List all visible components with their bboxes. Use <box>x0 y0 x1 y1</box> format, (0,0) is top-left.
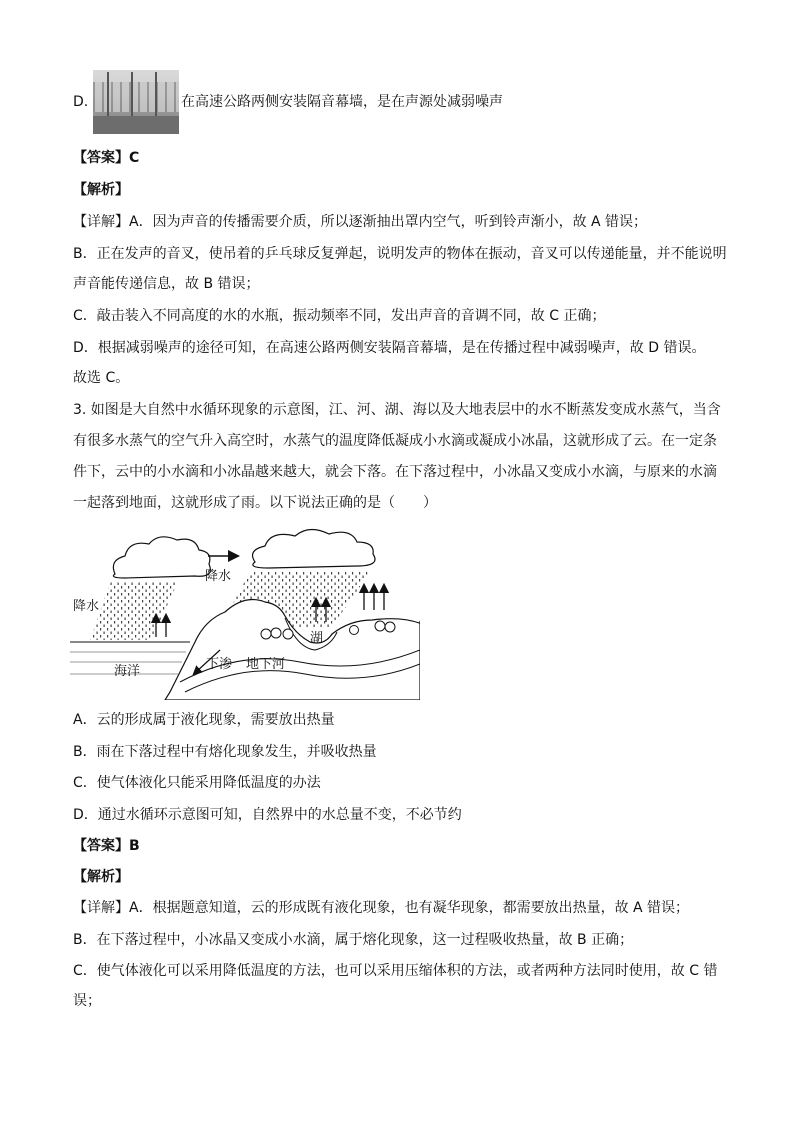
q2-conclusion: 故选 C。 <box>73 370 130 386</box>
q3-option-b: B．雨在下落过程中有熔化现象发生，并吸收热量 <box>73 744 377 760</box>
q3-option-d: D．通过水循环示意图可知，自然界中的水总量不变，不必节约 <box>73 807 462 823</box>
q2-detail-d: D．根据减弱噪声的途径可知，在高速公路两侧安装隔音幕墙，是在传播过程中减弱噪声，故 D 错误。 <box>73 340 706 356</box>
q3-stem-4: 一起落到地面，这就形成了雨。以下说法正确的是（ ） <box>73 495 437 511</box>
q2-analysis-heading: 【解析】 <box>73 182 129 198</box>
left-cloud <box>113 537 210 578</box>
sound-barrier-photo <box>93 70 179 134</box>
left-rain <box>88 582 178 647</box>
option-d-letter: D. <box>73 94 89 110</box>
option-d-text: 在高速公路两侧安装隔音幕墙，是在声源处减弱噪声 <box>181 94 503 110</box>
q3-analysis-heading: 【解析】 <box>73 869 129 885</box>
q3-detail-a: 【详解】A．根据题意知道，云的形成既有液化现象，也有凝华现象，都需要放出热量，故 A 错误； <box>73 900 690 916</box>
highway-road <box>93 116 179 134</box>
q2-detail-c: C．敲击装入不同高度的水的水瓶，振动频率不同，发出声音的音调不同，故 C 正确； <box>73 308 606 324</box>
q3-option-c: C．使气体液化只能采用降低温度的办法 <box>73 775 321 791</box>
barrier-pole <box>107 72 109 116</box>
label-ocean: 海洋 <box>114 664 141 679</box>
label-rain-left: 降水 <box>73 599 100 614</box>
water-cycle-diagram <box>70 522 420 700</box>
barrier-pole <box>155 72 157 116</box>
tree <box>385 622 395 632</box>
q2-detail-b-2: 声音能传递信息，故 B 错误； <box>73 276 260 292</box>
q3-detail-c-1: C．使气体液化可以采用降低温度的方法，也可以采用压缩体积的方法，或者两种方法同时使用，故 C 错 <box>73 963 718 979</box>
sound-barrier-wall <box>93 82 179 112</box>
label-rain-right: 降水 <box>205 569 232 584</box>
q3-detail-b: B．在下落过程中，小冰晶又变成小水滴，属于熔化现象，这一过程吸收热量，故 B 正确； <box>73 932 634 948</box>
tree <box>261 629 271 639</box>
q3-stem-2: 有很多水蒸气的空气升入高空时，水蒸气的温度降低凝成小水滴或凝成小冰晶，这就形成了云。在一定条 <box>73 433 717 449</box>
tree <box>271 628 281 638</box>
q3-stem-3: 件下，云中的小水滴和小冰晶越来越大，就会下落。在下落过程中，小冰晶又变成小水滴，与原来的水滴 <box>73 464 717 480</box>
tree <box>375 621 385 631</box>
q2-detail-a: 【详解】A．因为声音的传播需要介质，所以逐渐抽出罩内空气，听到铃声渐小，故 A 错误； <box>73 214 648 230</box>
label-seepage: 下渗 <box>206 657 233 672</box>
q3-option-a: A．云的形成属于液化现象，需要放出热量 <box>73 712 335 728</box>
label-lake: 湖 <box>310 631 324 646</box>
barrier-pole <box>131 72 133 116</box>
water-cycle-svg <box>70 522 420 700</box>
q3-stem-1: 3. 如图是大自然中水循环现象的示意图，江、河、湖、海以及大地表层中的水不断蒸发变成水蒸气，当含 <box>73 402 721 418</box>
label-underground-river: 地下河 <box>246 657 286 672</box>
tree <box>283 629 293 639</box>
q3-answer: 【答案】B <box>73 838 140 854</box>
right-cloud <box>253 529 375 568</box>
q3-detail-c-2: 误； <box>73 993 101 1009</box>
q2-answer: 【答案】C <box>73 150 140 166</box>
tree <box>350 626 359 635</box>
q2-detail-b-1: B．正在发声的音叉，使吊着的乒乓球反复弹起，说明发声的物体在振动，音叉可以传递能量，并不能说明 <box>73 246 727 262</box>
